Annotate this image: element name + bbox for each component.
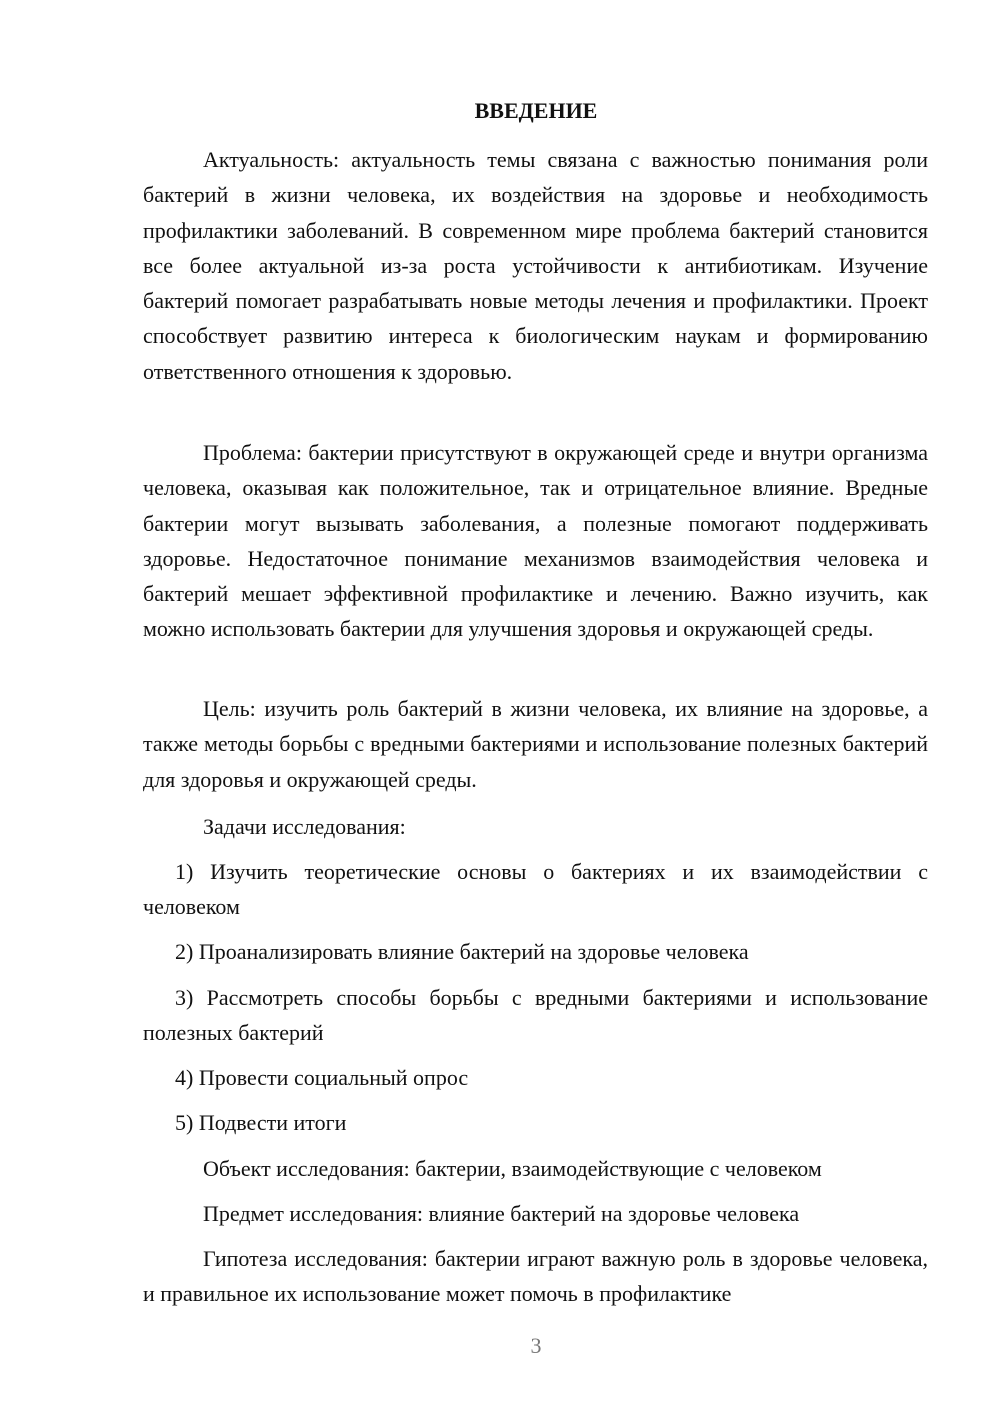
task-item-5: 5) Подвести итоги	[175, 1110, 347, 1135]
task-item-2: 2) Проанализировать влияние бактерий на здоровье человека	[175, 939, 749, 964]
paragraph-subject: Предмет исследования: влияние бактерий на здоровье человека	[203, 1201, 800, 1226]
page-number: 3	[530, 1333, 542, 1358]
tasks-title: Задачи исследования:	[203, 814, 406, 839]
paragraph-hypothesis: Гипотеза исследования: бактерии играют важную роль в здоровье человека, и правильное их использование может помочь в профилактике	[143, 1246, 928, 1307]
paragraph-goal: Цель: изучить роль бактерий в жизни человека, их влияние на здоровье, а также методы борьбы с вредными бактериями и использование полезных бактерий для здоровья и окружающей среды.	[143, 696, 928, 792]
task-item-4: 4) Провести социальный опрос	[175, 1065, 469, 1090]
paragraph-relevance: Актуальность: актуальность темы связана с важностью понимания роли бактерий в жизни человека, их воздействия на здоровье и необходимость профилактики заболеваний. В современном мире проблема бактерий становится все более актуальной из-за роста устойчивости к антибиотикам. Изучение бактерий помогает разрабатывать новые методы лечения и профилактики. Проект способствует развитию интереса к биологическим наукам и формированию ответственного отношения к здоровью.	[143, 147, 928, 384]
task-item-3: 3) Рассмотреть способы борьбы с вредными бактериями и использование полезных бактерий	[143, 985, 928, 1046]
paragraph-object: Объект исследования: бактерии, взаимодействующие с человеком	[203, 1156, 822, 1181]
section-heading: ВВЕДЕНИЕ	[474, 98, 598, 123]
task-item-1: 1) Изучить теоретические основы о бактериях и их взаимодействии с человеком	[143, 859, 928, 920]
paragraph-problem: Проблема: бактерии присутствуют в окружающей среде и внутри организма человека, оказывая как положительное, так и отрицательное влияние. Вредные бактерии могут вызывать заболевания, а полезные помогают поддерживать здоровье. Недостаточное понимание механизмов взаимодействия человека и бактерий мешает эффективной профилактике и лечению. Важно изучить, как можно использовать бактерии для улучшения здоровья и окружающей среды.	[143, 440, 928, 642]
